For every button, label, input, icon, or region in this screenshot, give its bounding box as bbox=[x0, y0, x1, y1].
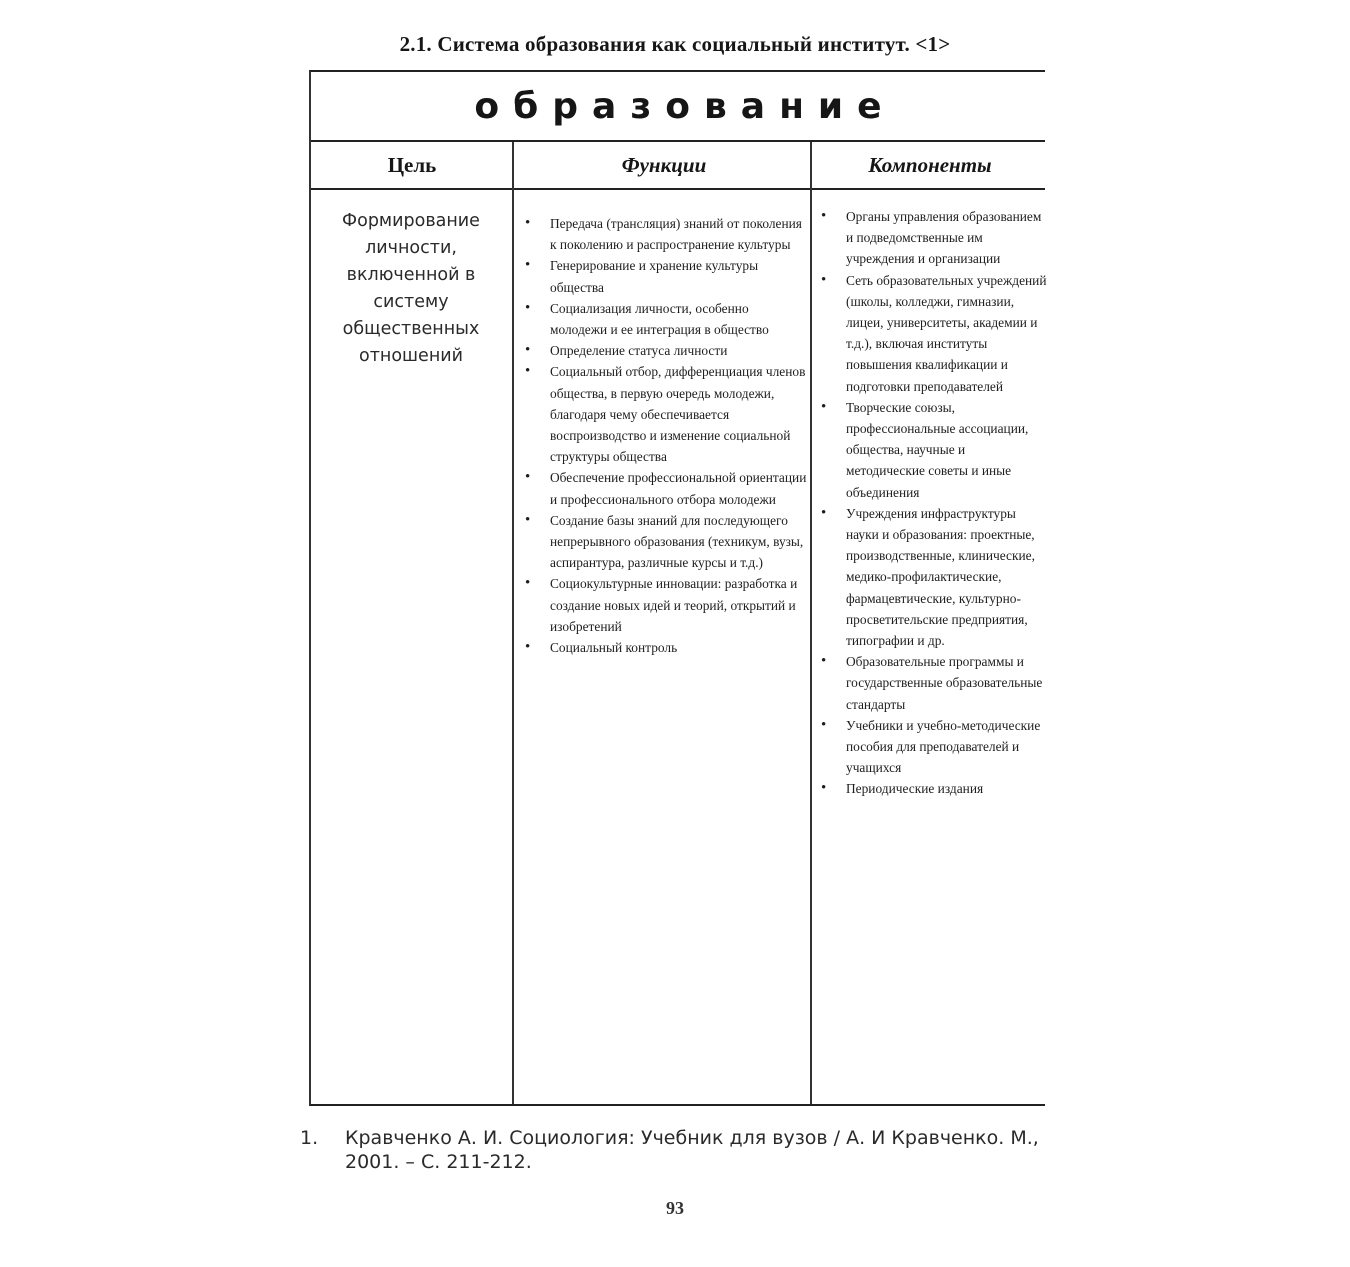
list-item: • Генерирование и хранение культуры общества bbox=[519, 255, 807, 297]
list-item: • Образовательные программы и государственные образовательные стандарты bbox=[815, 651, 1047, 715]
footnote bbox=[300, 1126, 1060, 1174]
components-list bbox=[815, 206, 1047, 800]
education-table bbox=[309, 70, 1045, 1106]
footnote-text: Кравченко А. И. Социология: Учебник для вузов / А. И Кравченко. М., 2001. – С. 211-212. bbox=[345, 1127, 1039, 1173]
list-item: • Социальный отбор, дифференциация членов общества, в первую очередь молодежи, благодаря чему обеспечивается воспроизводство и изменение социальной структуры общества bbox=[519, 361, 807, 467]
column-divider bbox=[810, 142, 812, 1104]
column-divider bbox=[512, 142, 514, 1104]
list-item: • Социокультурные инновации: разработка и создание новых идей и теорий, открытий и изобретений bbox=[519, 573, 807, 637]
functions-list bbox=[519, 213, 807, 658]
column-header-goal: Цель bbox=[387, 152, 437, 177]
goal-cell: Формирование личности, включенной в систему общественных отношений bbox=[342, 211, 480, 366]
list-item: • Социализация личности, особенно молодежи и ее интеграция в общество bbox=[519, 298, 807, 340]
list-item: • Создание базы знаний для последующего непрерывного образования (техникум, вузы, аспирантура, различные курсы и т.д.) bbox=[519, 510, 807, 574]
table-banner: образование bbox=[311, 72, 1045, 142]
footnote-marker: 1. bbox=[300, 1127, 319, 1149]
list-item: • Периодические издания bbox=[815, 778, 1047, 799]
list-item: • Определение статуса личности bbox=[519, 340, 807, 361]
page-heading: 2.1. Система образования как социальный институт. <1> bbox=[399, 32, 951, 56]
list-item: • Учебники и учебно-методические пособия для преподавателей и учащихся bbox=[815, 715, 1047, 779]
list-item: • Органы управления образованием и подведомственные им учреждения и организации bbox=[815, 206, 1047, 270]
list-item: • Обеспечение профессиональной ориентации и профессионального отбора молодежи bbox=[519, 467, 807, 509]
column-headers bbox=[311, 142, 1045, 190]
list-item: • Сеть образовательных учреждений (школы, колледжи, гимназии, лицеи, университеты, академии и т.д.), включая институты повышения квалификации и подготовки преподавателей bbox=[815, 270, 1047, 397]
column-header-components: Компоненты bbox=[868, 152, 992, 177]
list-item: • Социальный контроль bbox=[519, 637, 807, 658]
list-item: • Творческие союзы, профессиональные ассоциации, общества, научные и методические советы и иные объединения bbox=[815, 397, 1047, 503]
page-number: 93 bbox=[666, 1198, 684, 1218]
list-item: • Учреждения инфраструктуры науки и образования: проектные, производственные, клинические, медико-профилактические, фармацевтические, культурно-просветительские предприятия, типографии и др. bbox=[815, 503, 1047, 651]
list-item: • Передача (трансляция) знаний от поколения к поколению и распространение культуры bbox=[519, 213, 807, 255]
column-header-functions: Функции bbox=[621, 152, 707, 177]
